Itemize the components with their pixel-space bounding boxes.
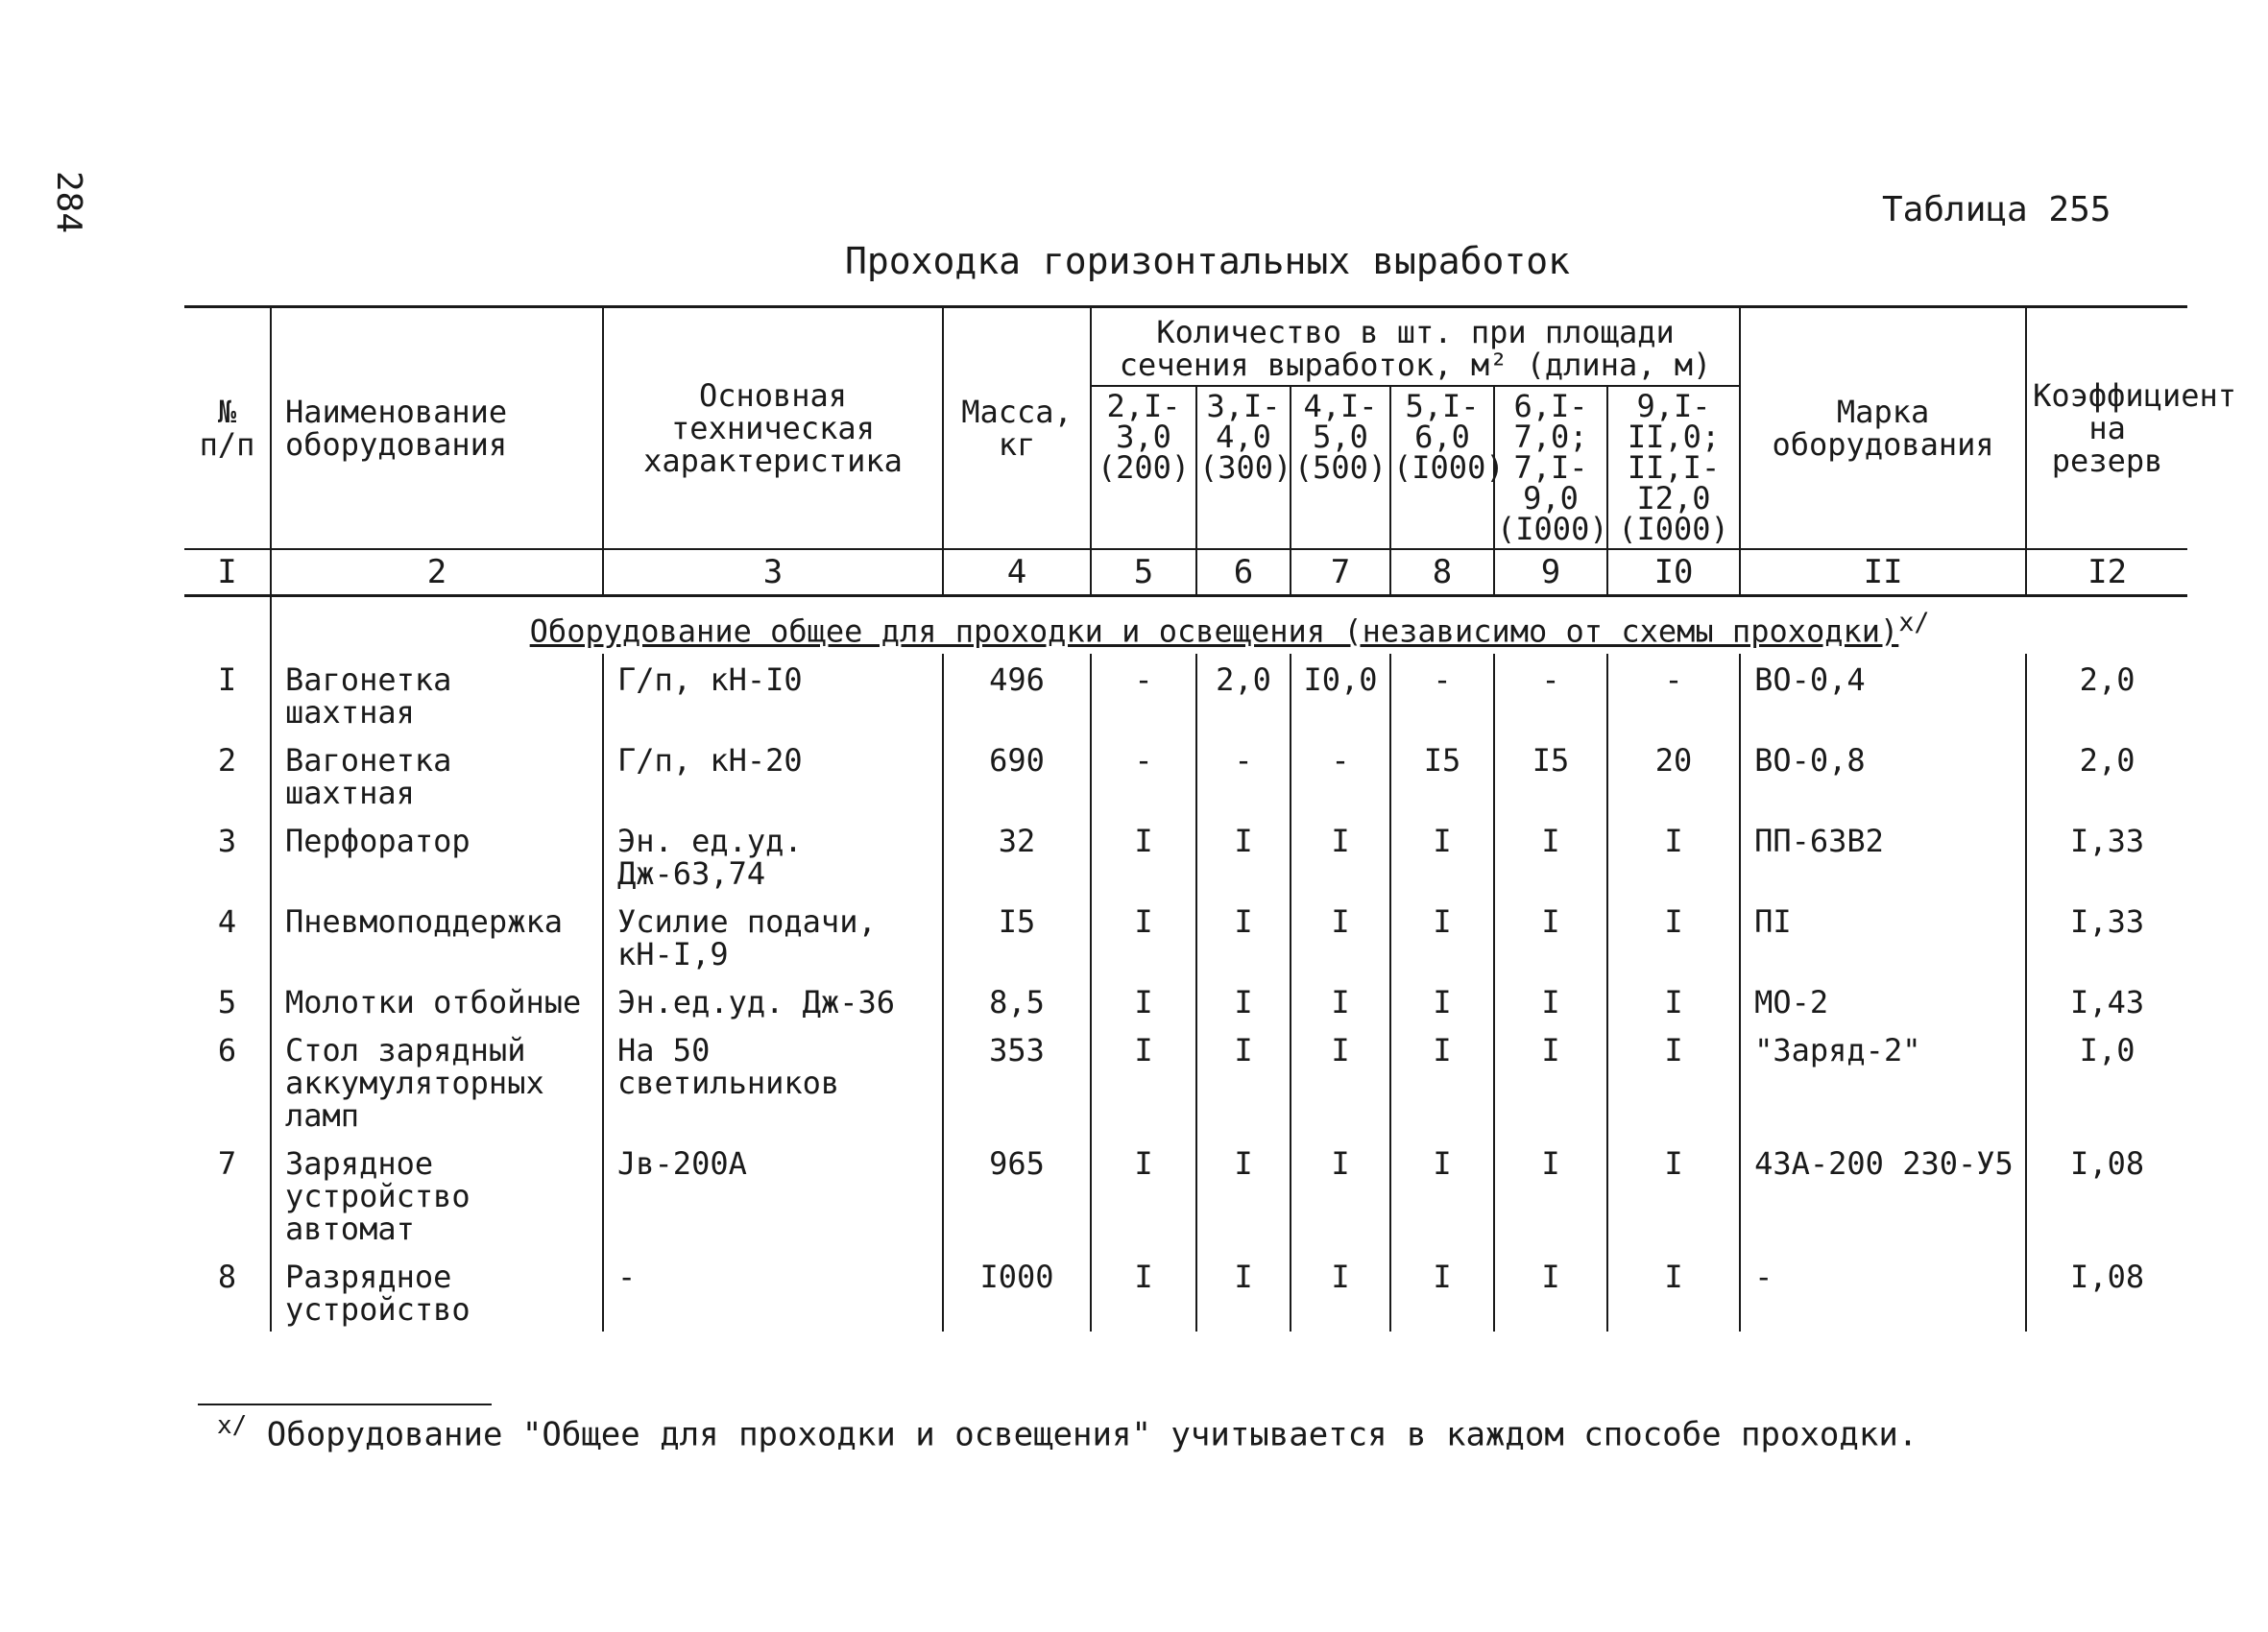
footnote [217, 1411, 1918, 1453]
quantity-value: I [1390, 1024, 1494, 1138]
table-row [184, 815, 2187, 896]
header-brand: Марка оборудования [1740, 307, 2026, 550]
mass-value: I5 [943, 896, 1091, 976]
equipment-brand: ВО-0,4 [1740, 654, 2026, 734]
header-section-9: 6,I-7,0; 7,I-9,0 (I000) [1494, 386, 1607, 549]
header-characteristic: Основная техническая характеристика [603, 307, 943, 550]
column-number: 4 [943, 549, 1091, 596]
quantity-value: I [1196, 1024, 1291, 1138]
quantity-value: I5 [1494, 734, 1607, 815]
reserve-coefficient: I,33 [2026, 815, 2187, 896]
row-number: 3 [217, 822, 237, 859]
equipment-brand: ВО-0,8 [1740, 734, 2026, 815]
equipment-brand: МО-2 [1740, 976, 2026, 1024]
table-row [184, 734, 2187, 815]
technical-characteristic: Эн. ед.уд. Дж-63,74 [603, 815, 943, 896]
mass-value: 8,5 [943, 976, 1091, 1024]
equipment-name: Зарядное устройство автомат [271, 1138, 603, 1251]
section-row [184, 596, 2187, 654]
quantity-value: I [1091, 1251, 1196, 1332]
equipment-name: Вагонетка шахтная [271, 734, 603, 815]
quantity-value: 2,0 [1196, 654, 1291, 734]
header-section-6: 3,I-4,0 (300) [1196, 386, 1291, 549]
quantity-value: - [1091, 654, 1196, 734]
mass-value: 690 [943, 734, 1091, 815]
equipment-brand: ПП-63В2 [1740, 815, 2026, 896]
row-number: 7 [217, 1144, 237, 1182]
quantity-value: I [1494, 1138, 1607, 1251]
equipment-name: Разрядное устройство [271, 1251, 603, 1332]
reserve-coefficient: I,08 [2026, 1251, 2187, 1332]
quantity-value: I [1607, 1251, 1740, 1332]
quantity-value: I [1390, 976, 1494, 1024]
quantity-value: I [1607, 1024, 1740, 1138]
quantity-value: I [1291, 1251, 1390, 1332]
quantity-value: 20 [1607, 734, 1740, 815]
quantity-value: I [1494, 1024, 1607, 1138]
equipment-name: Перфоратор [271, 815, 603, 896]
quantity-value: I [1390, 815, 1494, 896]
quantity-value: - [1494, 654, 1607, 734]
header-section-5: 2,I-3,0 (200) [1091, 386, 1196, 549]
quantity-value: I [1494, 815, 1607, 896]
table-row [184, 1138, 2187, 1251]
quantity-value: I [1291, 976, 1390, 1024]
technical-characteristic: Усилие подачи, кН-I,9 [603, 896, 943, 976]
column-number: 5 [1091, 549, 1196, 596]
quantity-value: I [1196, 1138, 1291, 1251]
header-section-7: 4,I-5,0 (500) [1291, 386, 1390, 549]
column-number: I [184, 549, 271, 596]
equipment-name: Вагонетка шахтная [271, 654, 603, 734]
quantity-value: I [1196, 815, 1291, 896]
equipment-table-wrapper [184, 305, 2236, 1332]
header-mass: Масса, кг [943, 307, 1091, 550]
quantity-value: - [1196, 734, 1291, 815]
row-number: 6 [217, 1031, 237, 1068]
page-number: 284 [49, 171, 88, 234]
table-title: Проходка горизонтальных выработок [845, 240, 1570, 282]
header-name: Наименование оборудования [271, 307, 603, 550]
column-number: 8 [1390, 549, 1494, 596]
header-coefficient: Коэффициент на резерв [2026, 307, 2187, 550]
quantity-value: I [1091, 1138, 1196, 1251]
quantity-value: I [1196, 1251, 1291, 1332]
quantity-value: I [1291, 1024, 1390, 1138]
quantity-value: I [1091, 896, 1196, 976]
quantity-value: - [1091, 734, 1196, 815]
footnote-mark: x/ [217, 1411, 248, 1440]
reserve-coefficient: I,43 [2026, 976, 2187, 1024]
equipment-brand: "Заряд-2" [1740, 1024, 2026, 1138]
reserve-coefficient: I,33 [2026, 896, 2187, 976]
quantity-value: I [1607, 1138, 1740, 1251]
footnote-divider [198, 1404, 492, 1405]
quantity-value: I [1607, 815, 1740, 896]
column-number: 7 [1291, 549, 1390, 596]
row-number: 2 [217, 741, 237, 779]
section-title: Оборудование общее для проходки и освещения (независимо от схемы проходки) [529, 612, 1899, 650]
quantity-value: I [1291, 815, 1390, 896]
quantity-value: - [1291, 734, 1390, 815]
table-number: Таблица 255 [1882, 190, 2111, 229]
reserve-coefficient: 2,0 [2026, 654, 2187, 734]
quantity-value: I [1196, 976, 1291, 1024]
column-number: 9 [1494, 549, 1607, 596]
quantity-value: I0,0 [1291, 654, 1390, 734]
header-num: № п/п [184, 307, 271, 550]
equipment-brand: 43А-200 230-У5 [1740, 1138, 2026, 1251]
equipment-brand: - [1740, 1251, 2026, 1332]
quantity-value: I [1291, 896, 1390, 976]
header-section-10: 9,I-II,0; II,I-I2,0 (I000) [1607, 386, 1740, 549]
equipment-name: Молотки отбойные [271, 976, 603, 1024]
table-row [184, 1251, 2187, 1332]
quantity-value: I [1494, 1251, 1607, 1332]
technical-characteristic: Эн.ед.уд. Дж-36 [603, 976, 943, 1024]
column-number: 3 [603, 549, 943, 596]
equipment-name: Пневмоподдержка [271, 896, 603, 976]
quantity-value: I [1494, 976, 1607, 1024]
table-row [184, 654, 2187, 734]
row-number: 8 [217, 1258, 237, 1295]
quantity-value: - [1390, 654, 1494, 734]
quantity-value: I [1390, 1138, 1494, 1251]
technical-characteristic: На 50 светильников [603, 1024, 943, 1138]
technical-characteristic: Jв-200А [603, 1138, 943, 1251]
reserve-coefficient: 2,0 [2026, 734, 2187, 815]
technical-characteristic: Г/п, кН-I0 [603, 654, 943, 734]
quantity-value: I [1091, 976, 1196, 1024]
quantity-value: I [1494, 896, 1607, 976]
technical-characteristic: Г/п, кН-20 [603, 734, 943, 815]
header-quantity-group: Количество в шт. при площади сечения выработок, м² (длина, м) [1091, 307, 1740, 387]
quantity-value: I [1390, 1251, 1494, 1332]
reserve-coefficient: I,08 [2026, 1138, 2187, 1251]
equipment-name: Стол зарядный аккумуляторных ламп [271, 1024, 603, 1138]
technical-characteristic: - [603, 1251, 943, 1332]
column-number: II [1740, 549, 2026, 596]
mass-value: 965 [943, 1138, 1091, 1251]
mass-value: 496 [943, 654, 1091, 734]
row-number: 4 [217, 902, 237, 940]
column-number: 2 [271, 549, 603, 596]
table-row [184, 976, 2187, 1024]
footnote-text: Оборудование "Общее для проходки и освещения" учитывается в каждом способе проходки. [266, 1415, 1918, 1454]
equipment-brand: ПI [1740, 896, 2026, 976]
quantity-value: I [1291, 1138, 1390, 1251]
quantity-value: I [1091, 815, 1196, 896]
mass-value: I000 [943, 1251, 1091, 1332]
quantity-value: I [1390, 896, 1494, 976]
table-row [184, 896, 2187, 976]
column-number: I2 [2026, 549, 2187, 596]
quantity-value: I [1196, 896, 1291, 976]
row-number: I [217, 660, 237, 698]
column-number: 6 [1196, 549, 1291, 596]
section-title-cell [271, 596, 2187, 654]
section-footnote-mark: x/ [1898, 608, 1930, 637]
column-number: I0 [1607, 549, 1740, 596]
quantity-value: I5 [1390, 734, 1494, 815]
quantity-value: - [1607, 654, 1740, 734]
reserve-coefficient: I,0 [2026, 1024, 2187, 1138]
mass-value: 32 [943, 815, 1091, 896]
equipment-table [184, 305, 2236, 1332]
quantity-value: I [1091, 1024, 1196, 1138]
quantity-value: I [1607, 896, 1740, 976]
row-number: 5 [217, 983, 237, 1020]
table-row [184, 1024, 2187, 1138]
header-section-8: 5,I-6,0 (I000) [1390, 386, 1494, 549]
mass-value: 353 [943, 1024, 1091, 1138]
quantity-value: I [1607, 976, 1740, 1024]
